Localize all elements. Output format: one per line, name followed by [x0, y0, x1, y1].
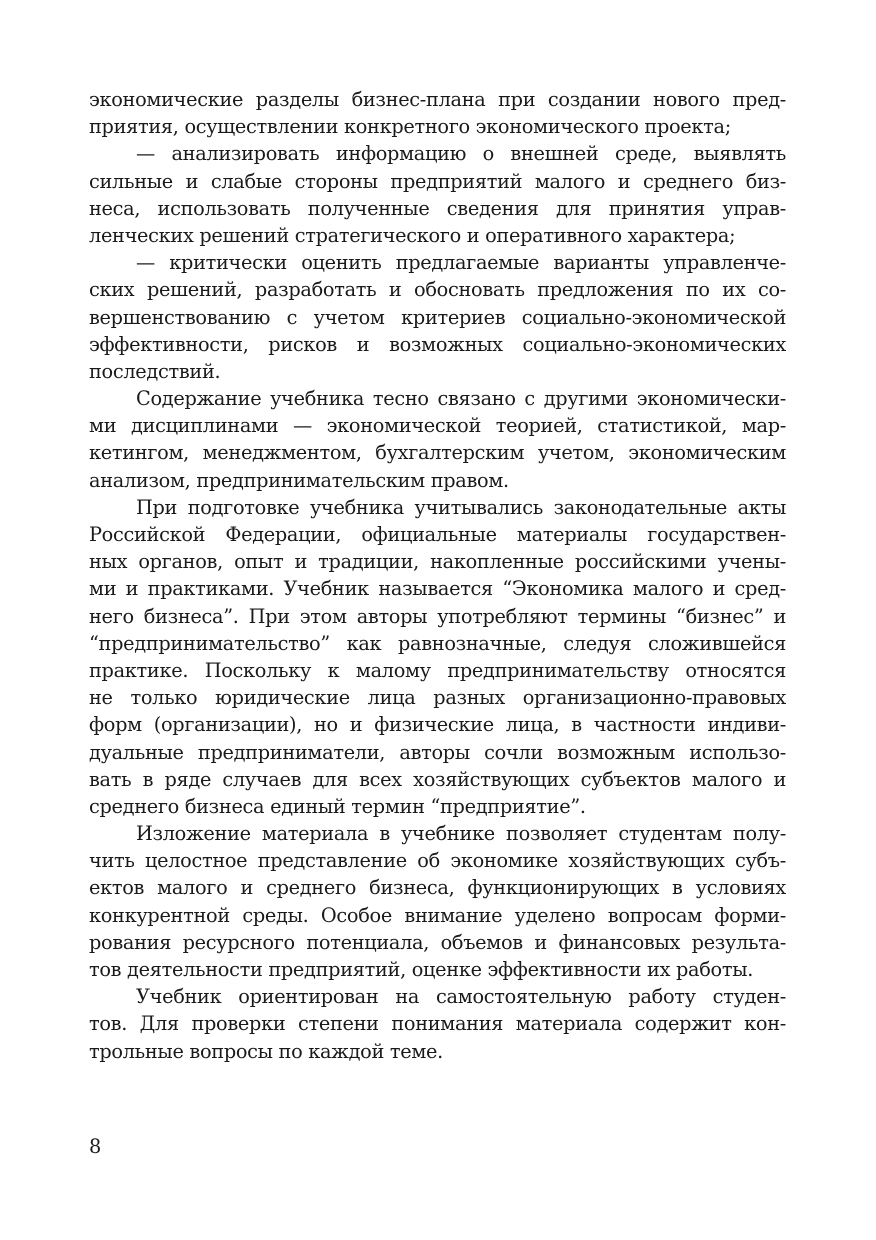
text-line: Учебник ориентирован на самостоятельную работу студен-	[136, 985, 786, 1009]
text-line: тов. Для проверки степени понимания материала содержит кон-	[89, 1012, 786, 1036]
text-line: Изложение материала в учебнике позволяет студентам полу-	[136, 822, 786, 846]
text-line: Российской Федерации, официальные материалы государствен-	[89, 523, 786, 546]
text-line: ных органов, опыт и традиции, накопленные российскими учены-	[89, 550, 786, 574]
text-line: конкурентной среды. Особое внимание уделено вопросам форми-	[89, 903, 786, 927]
text-line: “предпринимательство” как равнозначные, следуя сложившейся	[89, 631, 786, 655]
text-line: дуальные предприниматели, авторы сочли возможным использо-	[89, 740, 786, 764]
page-body	[89, 86, 786, 1065]
text-line: ми дисциплинами — экономической теорией, статистикой, мар-	[89, 414, 786, 438]
text-line: форм (организации), но и физические лица, в частности индиви-	[89, 713, 786, 737]
text-line: приятия, осуществлении конкретного экономического проекта;	[89, 115, 731, 139]
text-line: среднего бизнеса единый термин “предприятие”.	[89, 794, 586, 818]
text-line: последствий.	[89, 359, 221, 383]
page-number: 8	[89, 1135, 102, 1158]
text-line: тов деятельности предприятий, оценке эффективности их работы.	[89, 958, 754, 981]
text-line: экономические разделы бизнес-плана при создании нового пред-	[89, 88, 786, 111]
text-line: трольные вопросы по каждой теме.	[89, 1039, 443, 1063]
text-line: Содержание учебника тесно связано с другими экономически-	[136, 387, 786, 411]
text-line: эффективности, рисков и возможных социально-экономических	[89, 332, 786, 356]
text-line: него бизнеса”. При этом авторы употребляют термины “бизнес” и	[89, 604, 786, 628]
text-line: кетингом, менеджментом, бухгалтерским учетом, экономическим	[89, 441, 786, 465]
text-line: сильные и слабые стороны предприятий малого и среднего биз-	[89, 169, 786, 193]
text-line: рования ресурсного потенциала, объемов и финансовых результа-	[89, 930, 786, 954]
text-line: вершенствованию с учетом критериев социально-экономической	[89, 305, 786, 329]
text-line: анализом, предпринимательским правом.	[89, 468, 509, 492]
text-line: ских решений, разработать и обосновать предложения по их со-	[89, 278, 786, 302]
text-line: — критически оценить предлагаемые варианты управленче-	[136, 251, 786, 275]
text-line: ектов малого и среднего бизнеса, функционирующих в условиях	[89, 876, 786, 900]
text-line: ленческих решений стратегического и оперативного характера;	[89, 223, 736, 247]
text-line: неса, использовать полученные сведения для принятия управ-	[89, 196, 786, 220]
text-line: практике. Поскольку к малому предпринимательству относятся	[89, 658, 786, 682]
text-line: При подготовке учебника учитывались законодательные акты	[136, 495, 786, 519]
text-line: чить целостное представление об экономике хозяйствующих субъ-	[89, 849, 786, 873]
text-line: — анализировать информацию о внешней среде, выявлять	[136, 142, 786, 166]
text-line: вать в ряде случаев для всех хозяйствующих субъектов малого и	[89, 767, 786, 791]
text-line: ми и практиками. Учебник называется “Экономика малого и сред-	[89, 577, 786, 601]
text-line: не только юридические лица разных организационно-правовых	[89, 686, 786, 710]
